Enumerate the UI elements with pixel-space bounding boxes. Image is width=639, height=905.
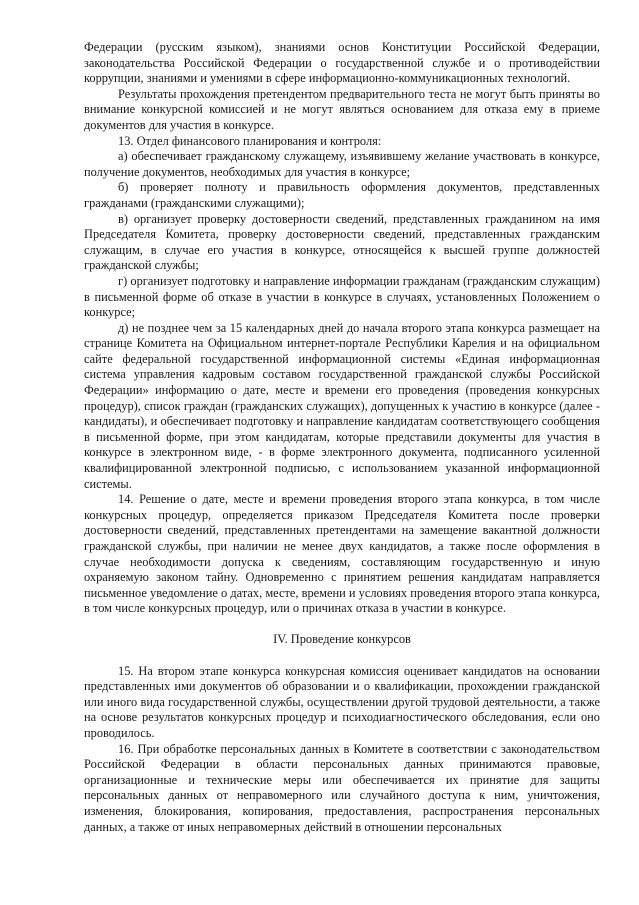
section-heading: IV. Проведение конкурсов: [273, 631, 411, 646]
paragraph-test-results: Результаты прохождения претендентом предварительного теста не могут быть приняты во внимание конкурсной комиссией и не могут являться основанием для отказа ему в приеме документов для участия в конкурсе.: [84, 86, 600, 132]
paragraph-item-13v: в) организует проверку достоверности сведений, представленных гражданином на имя Председателя Комитета, проверку достоверности сведений, представленных гражданским служащим, в случае его участия в конкурсе, относящейся к высшей группе должностей гражданской службы;: [84, 211, 600, 273]
paragraph-item-16: 16. При обработке персональных данных в Комитете в соответствии с законодательством Российской Федерации в области персональных данных принимаются правовые, организационные и технические меры или обеспечивается их принятие для защиты персональных данных от неправомерного или случайного доступа к ним, уничтожения, изменения, блокирования, копирования, предоставления, распространения персональных данных, а также от иных неправомерных действий в отношении персональных: [84, 741, 600, 834]
paragraph-item-13: 13. Отдел финансового планирования и контроля:: [118, 133, 382, 148]
paragraph-item-13g: г) организует подготовку и направление информации гражданам (гражданским служащим) в письменной форме об отказе в участии в конкурсе в случаях, установленных Положением о конкурсе;: [84, 273, 600, 320]
paragraph-item-15: 15. На втором этапе конкурса конкурсная комиссия оценивает кандидатов на основании представленных ими документов об образовании и о квалификации, прохождении гражданской или иного вида государственной службы, осуществлении другой трудовой деятельности, а также на основе результатов конкурсных процедур и психодиагностического обследования, если оно проводилось.: [84, 663, 600, 740]
document-page: [84, 40, 600, 835]
paragraph-item-13b: б) проверяет полноту и правильность оформления документов, представленных гражданами (гражданскими служащими);: [84, 180, 600, 210]
paragraph-item-14: 14. Решение о дате, месте и времени проведения второго этапа конкурса, в том числе конкурсных процедур, определяется приказом Председателя Комитета после проверки достоверности сведений, представленных претендентами на замещение вакантной должности гражданской службы, при наличии не менее двух кандидатов, а также после оформления в случае необходимости допуска к сведениям, составляющим государственную и иную охраняемую законом тайну. Одновременно с принятием решения кандидатам направляется письменное уведомление о датах, месте, времени и условиях проведения второго этапа конкурса, в том числе конкурсных процедур, или о причинах отказа в участии в конкурсе.: [84, 492, 600, 616]
paragraph-item-13d: д) не позднее чем за 15 календарных дней до начала второго этапа конкурса размещает на странице Комитета на Официальном интернет-портале Республики Карелия и на официальном сайте федеральной государственной информационной системы «Единая информационная система управления кадровым составом государственной гражданской службы Российской Федерации» информацию о дате, месте и времени его проведения (проведения конкурсных процедур), список граждан (гражданских служащих), допущенных к участию в конкурсе (далее - кандидаты), и обеспечивает подготовку и направление кандидатам соответствующего сообщения в письменной форме, при этом кандидатам, которые представили документы для участия в конкурсе в электронном виде, - в форме электронного документа, подписанного усиленной квалифицированной электронной подписью, с использованием указанной информационной системы.: [84, 320, 600, 491]
paragraph-continuation: Федерации (русским языком), знаниями основ Конституции Российской Федерации, законодательства Российской Федерации о государственной службе и о противодействии коррупции, знаниями и умениями в сфере информационно-коммуникационных технологий.: [84, 40, 600, 86]
paragraph-item-13a: а) обеспечивает гражданскому служащему, изъявившему желание участвовать в конкурсе, получение документов, необходимых для участия в конкурсе;: [84, 149, 600, 179]
